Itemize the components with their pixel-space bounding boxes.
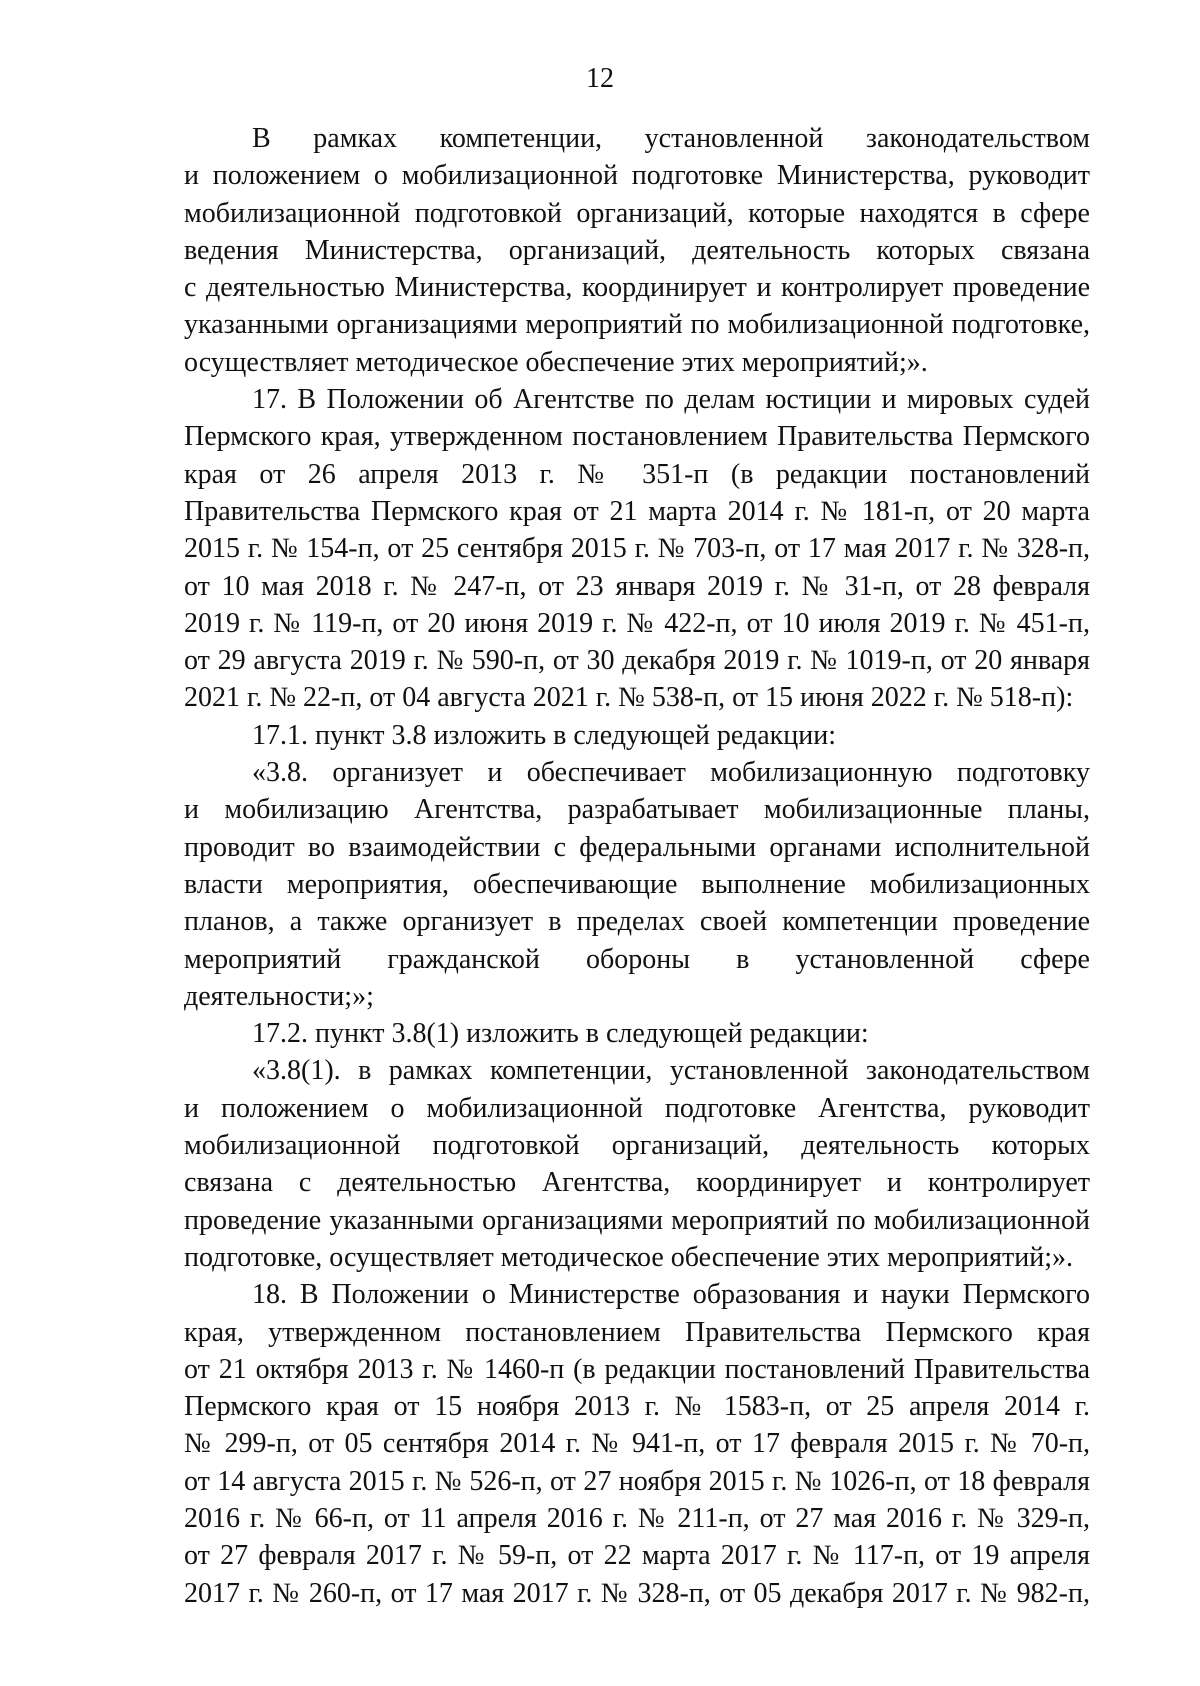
text-line: мероприятий гражданской обороны в установленной сфере: [184, 943, 1090, 975]
text-line: 2016 г. № 66-п, от 11 апреля 2016 г. № 211-п, от 27 мая 2016 г. № 329-п,: [184, 1502, 1090, 1534]
paragraph-first-line: В рамках компетенции, установленной законодательством: [252, 123, 1090, 154]
text-line: 2015 г. № 154-п, от 25 сентября 2015 г. № 703-п, от 17 мая 2017 г. № 328-п,: [184, 533, 1090, 565]
paragraph-first-line: 17.2. пункт 3.8(1) изложить в следующей редакции:: [252, 1018, 869, 1050]
document-body: [184, 120, 1090, 1612]
paragraph-first-line: «3.8. организует и обеспечивает мобилизационную подготовку: [252, 757, 1090, 789]
text-line: указанными организациями мероприятий по мобилизационной подготовке,: [184, 309, 1090, 341]
text-line: 2017 г. № 260-п, от 17 мая 2017 г. № 328-п, от 05 декабря 2017 г. № 982-п,: [184, 1577, 1090, 1609]
text-line: 2021 г. № 22-п, от 04 августа 2021 г. № 538-п, от 15 июня 2022 г. № 518-п):: [184, 682, 1074, 714]
text-line: планов, а также организует в пределах своей компетенции проведение: [184, 906, 1090, 938]
text-line: 2019 г. № 119-п, от 20 июня 2019 г. № 422-п, от 10 июля 2019 г. № 451-п,: [184, 607, 1090, 639]
text-line: Правительства Пермского края от 21 марта 2014 г. № 181-п, от 20 марта: [184, 495, 1090, 527]
text-line: Пермского края, утвержденном постановлением Правительства Пермского: [184, 421, 1090, 453]
text-line: края от 26 апреля 2013 г. № 351-п (в редакции постановлений: [184, 458, 1090, 490]
text-line: от 14 августа 2015 г. № 526-п, от 27 ноября 2015 г. № 1026-п, от 18 февраля: [184, 1465, 1090, 1497]
text-line: с деятельностью Министерства, координирует и контролирует проведение: [184, 272, 1090, 304]
paragraph-first-line: 18. В Положении о Министерстве образования и науки Пермского: [252, 1279, 1090, 1311]
text-line: и положением о мобилизационной подготовке Агентства, руководит: [184, 1092, 1090, 1124]
paragraph-first-line: 17. В Положении об Агентстве по делам юстиции и мировых судей: [252, 384, 1090, 416]
text-line: ведения Министерства, организаций, деятельность которых связана: [184, 234, 1090, 266]
text-line: от 21 октября 2013 г. № 1460-п (в редакции постановлений Правительства: [184, 1353, 1090, 1385]
text-line: № 299-п, от 05 сентября 2014 г. № 941-п, от 17 февраля 2015 г. № 70-п,: [184, 1428, 1090, 1460]
text-line: от 10 мая 2018 г. № 247-п, от 23 января 2019 г. № 31-п, от 28 февраля: [184, 570, 1090, 602]
paragraph-first-line: 17.1. пункт 3.8 изложить в следующей редакции:: [252, 719, 836, 751]
text-line: связана с деятельностью Агентства, координирует и контролирует: [184, 1167, 1090, 1199]
text-line: и мобилизацию Агентства, разрабатывает мобилизационные планы,: [184, 794, 1090, 826]
paragraph-first-line: «3.8(1). в рамках компетенции, установленной законодательством: [252, 1055, 1090, 1087]
text-line: мобилизационной подготовкой организаций, деятельность которых: [184, 1130, 1090, 1162]
text-line: осуществляет методическое обеспечение этих мероприятий;».: [184, 346, 928, 378]
text-line: Пермского края от 15 ноября 2013 г. № 1583-п, от 25 апреля 2014 г.: [184, 1391, 1090, 1423]
page-number: 12: [586, 63, 614, 94]
text-line: края, утвержденном постановлением Правительства Пермского края: [184, 1316, 1090, 1348]
text-line: деятельности;»;: [184, 980, 374, 1012]
text-line: подготовке, осуществляет методическое обеспечение этих мероприятий;».: [184, 1241, 1074, 1273]
text-line: проведение указанными организациями мероприятий по мобилизационной: [184, 1204, 1090, 1236]
text-line: от 27 февраля 2017 г. № 59-п, от 22 марта 2017 г. № 117-п, от 19 апреля: [184, 1540, 1090, 1572]
text-line: и положением о мобилизационной подготовке Министерства, руководит: [184, 160, 1090, 192]
text-line: проводит во взаимодействии с федеральными органами исполнительной: [184, 831, 1090, 863]
text-line: от 29 августа 2019 г. № 590-п, от 30 декабря 2019 г. № 1019-п, от 20 января: [184, 645, 1090, 677]
text-line: мобилизационной подготовкой организаций, которые находятся в сфере: [184, 197, 1090, 229]
text-line: власти мероприятия, обеспечивающие выполнение мобилизационных: [184, 868, 1090, 900]
